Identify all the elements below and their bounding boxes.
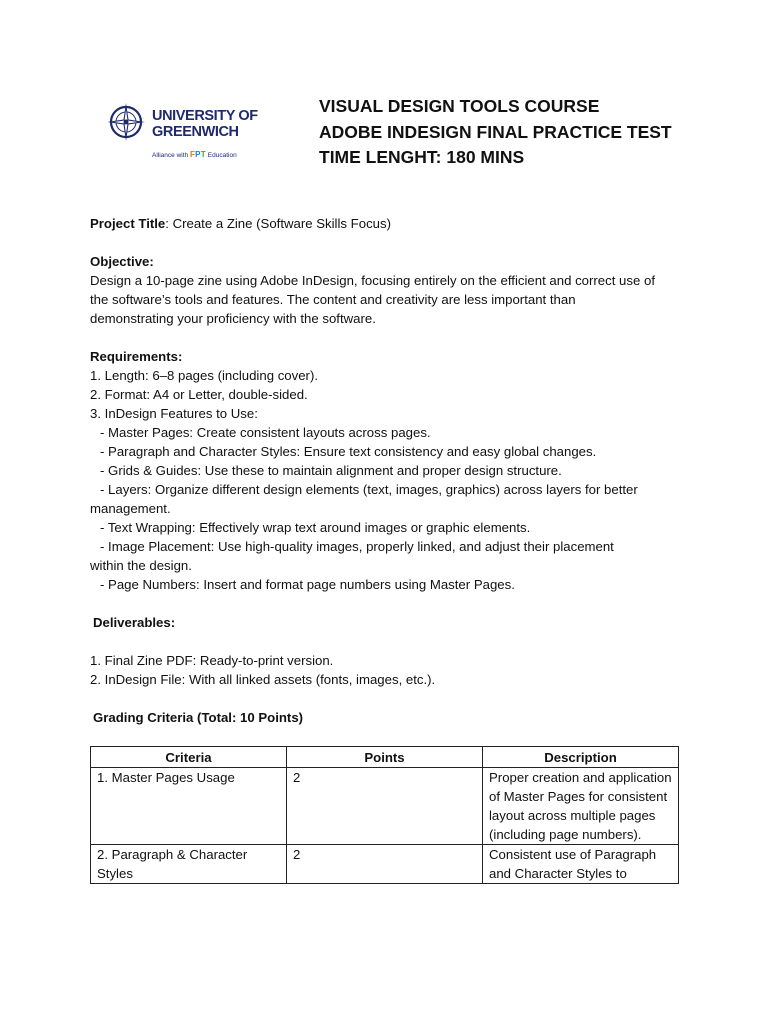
objective-line: Design a 10-page zine using Adobe InDesign, focusing entirely on the efficient and correct use of <box>90 273 655 288</box>
requirement-line: 3. InDesign Features to Use: <box>90 406 258 421</box>
requirement-line: - Layers: Organize different design elements (text, images, graphics) across layers for better <box>100 482 638 497</box>
table-header-row <box>91 747 679 768</box>
alliance-line: Alliance with FPT Education <box>152 150 237 159</box>
criteria-cell: 2. Paragraph & Character Styles <box>91 845 287 884</box>
deliverables-heading: Deliverables: <box>93 615 176 630</box>
column-header-criteria: Criteria <box>91 747 287 768</box>
requirement-line: - Paragraph and Character Styles: Ensure text consistency and easy global changes. <box>100 444 597 459</box>
university-logo <box>108 100 258 166</box>
requirement-line: 2. Format: A4 or Letter, double-sided. <box>90 387 308 402</box>
table-row <box>91 845 679 884</box>
deliverable-line: 2. InDesign File: With all linked assets (fonts, images, etc.). <box>90 672 436 687</box>
points-cell: 2 <box>287 845 483 884</box>
title-line: TIME LENGHT: 180 MINS <box>319 147 525 167</box>
requirement-line: - Image Placement: Use high-quality images, properly linked, and adjust their placement <box>100 539 614 554</box>
document-title <box>319 94 672 171</box>
document-body <box>90 214 680 727</box>
university-name: UNIVERSITY OF GREENWICH <box>152 108 258 140</box>
requirement-line: within the design. <box>90 558 192 573</box>
project-title: Project Title: Create a Zine (Software Skills Focus) <box>90 216 391 231</box>
grading-heading: Grading Criteria (Total: 10 Points) <box>93 710 304 725</box>
requirements-heading: Requirements: <box>90 349 183 364</box>
criteria-cell: 1. Master Pages Usage <box>91 768 287 845</box>
title-line: ADOBE INDESIGN FINAL PRACTICE TEST <box>319 121 672 142</box>
requirement-line: management. <box>90 501 171 516</box>
objective-line: the software’s tools and features. The content and creativity are less important than <box>90 292 576 307</box>
requirement-line: - Page Numbers: Insert and format page numbers using Master Pages. <box>100 577 515 592</box>
compass-rose-icon <box>108 100 148 144</box>
requirement-line: - Text Wrapping: Effectively wrap text around images or graphic elements. <box>100 520 531 535</box>
description-cell: Proper creation and application of Master Pages for consistent layout across multiple pages (including page numbers). <box>483 768 679 845</box>
title-line: VISUAL DESIGN TOOLS COURSE <box>319 96 600 116</box>
table-row <box>91 768 679 845</box>
column-header-description: Description <box>483 747 679 768</box>
description-cell: Consistent use of Paragraph and Character Styles to <box>483 845 679 884</box>
deliverable-line: 1. Final Zine PDF: Ready-to-print version. <box>90 653 334 668</box>
objective-line: demonstrating your proficiency with the software. <box>90 311 376 326</box>
grading-table <box>90 746 679 884</box>
objective-heading: Objective: <box>90 254 154 269</box>
requirement-line: 1. Length: 6–8 pages (including cover). <box>90 368 318 383</box>
requirement-line: - Grids & Guides: Use these to maintain alignment and proper design structure. <box>100 463 562 478</box>
column-header-points: Points <box>287 747 483 768</box>
points-cell: 2 <box>287 768 483 845</box>
fpt-logo: FPT <box>189 150 206 159</box>
requirement-line: - Master Pages: Create consistent layouts across pages. <box>100 425 431 440</box>
